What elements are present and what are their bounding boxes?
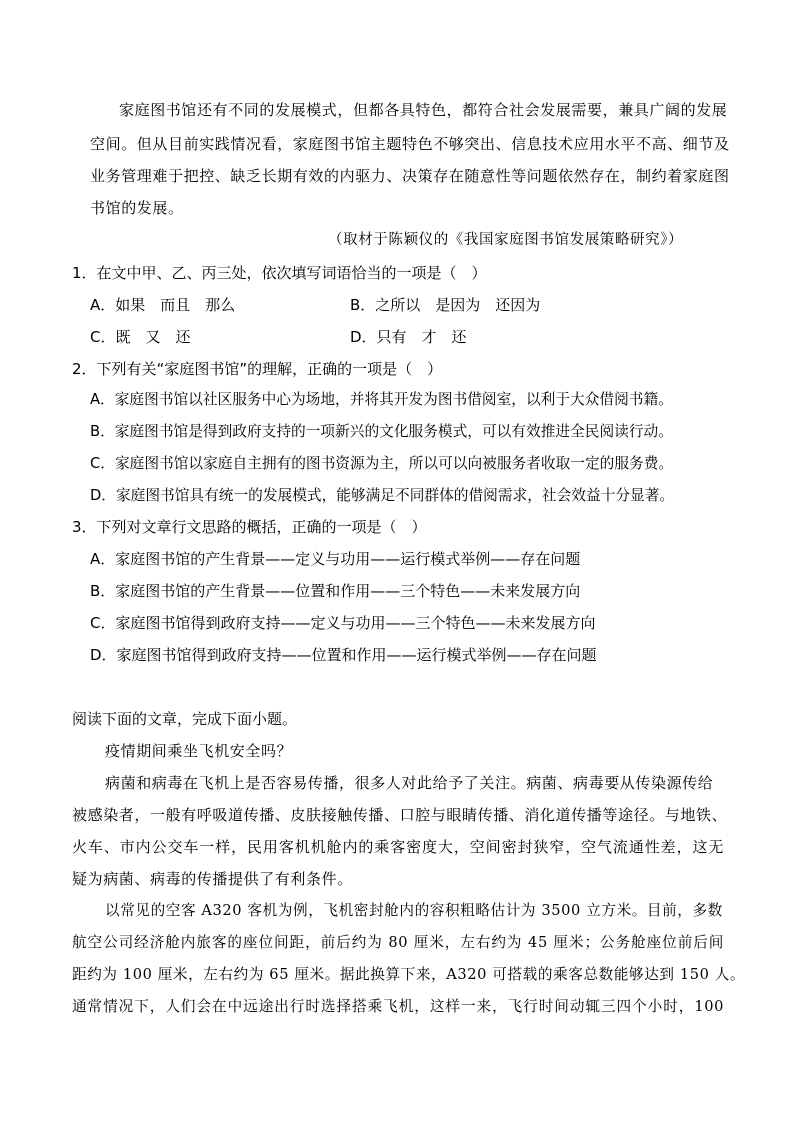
passage1-line-3: 业务管理难于把控、缺乏长期有效的内驱力、决策存在随意性等问题依然存在，制约着家庭图: [90, 167, 730, 185]
q2-stem: 2．下列有关“家庭图书馆”的理解，正确的一项是（ ）: [72, 360, 443, 378]
q2-option-d[interactable]: D．家庭图书馆具有统一的发展模式，能够满足不同群体的借阅需求，社会效益十分显著。: [90, 487, 675, 504]
q3-option-c[interactable]: C．家庭图书馆得到政府支持——定义与功用——三个特色——未来发展方向: [90, 614, 596, 632]
q3-stem: 3．下列对文章行文思路的概括，正确的一项是（ ）: [72, 518, 427, 536]
section2-p1-line-2: 被感染者，一般有呼吸道传播、皮肤接触传播、口腔与眼睛传播、消化道传播等途径。与地铁、: [72, 806, 728, 824]
section2-p1-line-1: 病菌和病毒在飞机上是否容易传播，很多人对此给予了关注。病菌、病毒要从传染源传给: [105, 774, 714, 792]
section2-p2-line-4: 通常情况下，人们会在中远途出行时选择搭乘飞机，这样一来，飞行时间动辄三四个小时，100: [72, 998, 724, 1015]
section2-p1-line-3: 火车、市内公交车一样，民用客机机舱内的乘客密度大，空间密封狭窄，空气流通性差，这无: [72, 838, 724, 856]
q3-option-a[interactable]: A．家庭图书馆的产生背景——定义与功用——运行模式举例——存在问题: [90, 550, 581, 568]
section2-p2-line-3: 距约为 100 厘米，左右约为 65 厘米。据此换算下来，A320 可搭载的乘客总数能够达到 150 人。: [72, 966, 746, 983]
q3-option-d[interactable]: D．家庭图书馆得到政府支持——位置和作用——运行模式举例——存在问题: [90, 646, 597, 664]
passage1-line-4: 书馆的发展。: [90, 199, 184, 217]
section2-instruction: 阅读下面的文章，完成下面小题。: [72, 710, 298, 728]
q2-option-a[interactable]: A．家庭图书馆以社区服务中心为场地，并将其开发为图书借阅室，以利于大众借阅书籍。: [90, 391, 673, 408]
q2-option-c[interactable]: C．家庭图书馆以家庭自主拥有的图书资源为主，所以可以向被服务者收取一定的服务费。: [90, 455, 674, 472]
q1-stem: 1．在文中甲、乙、丙三处，依次填写词语恰当的一项是（ ）: [72, 264, 487, 282]
q1-option-a[interactable]: A．如果 而且 那么: [90, 296, 236, 314]
q2-option-b[interactable]: B．家庭图书馆是得到政府支持的一项新兴的文化服务模式，可以有效推进全民阅读行动。: [90, 423, 673, 440]
passage1-line-2: 空间。但从目前实践情况看，家庭图书馆主题特色不够突出、信息技术应用水平不高、细节及: [90, 135, 730, 153]
passage1-source: （取材于陈颖仪的《我国家庭图书馆发展策略研究》）: [328, 232, 684, 248]
passage1-line-1: 家庭图书馆还有不同的发展模式，但都各具特色，都符合社会发展需要，兼具广阔的发展: [119, 101, 728, 119]
q1-option-c[interactable]: C．既 又 还: [90, 328, 191, 346]
q1-option-d[interactable]: D．只有 才 还: [350, 328, 467, 346]
q3-option-b[interactable]: B．家庭图书馆的产生背景——位置和作用——三个特色——未来发展方向: [90, 582, 581, 600]
section2-p2-line-1: 以常见的空客 A320 客机为例，飞机密封舱内的容积粗略估计为 3500 立方米。目前，多数: [105, 902, 723, 919]
section2-p1-line-4: 疑为病菌、病毒的传播提供了有利条件。: [72, 870, 353, 888]
q1-option-b[interactable]: B．之所以 是因为 还因为: [350, 296, 541, 314]
section2-p2-line-2: 航空公司经济舱内旅客的座位间距，前后约为 80 厘米，左右约为 45 厘米；公务舱座位前后间: [72, 934, 724, 951]
section2-title: 疫情期间乘坐飞机安全吗？: [105, 742, 293, 760]
